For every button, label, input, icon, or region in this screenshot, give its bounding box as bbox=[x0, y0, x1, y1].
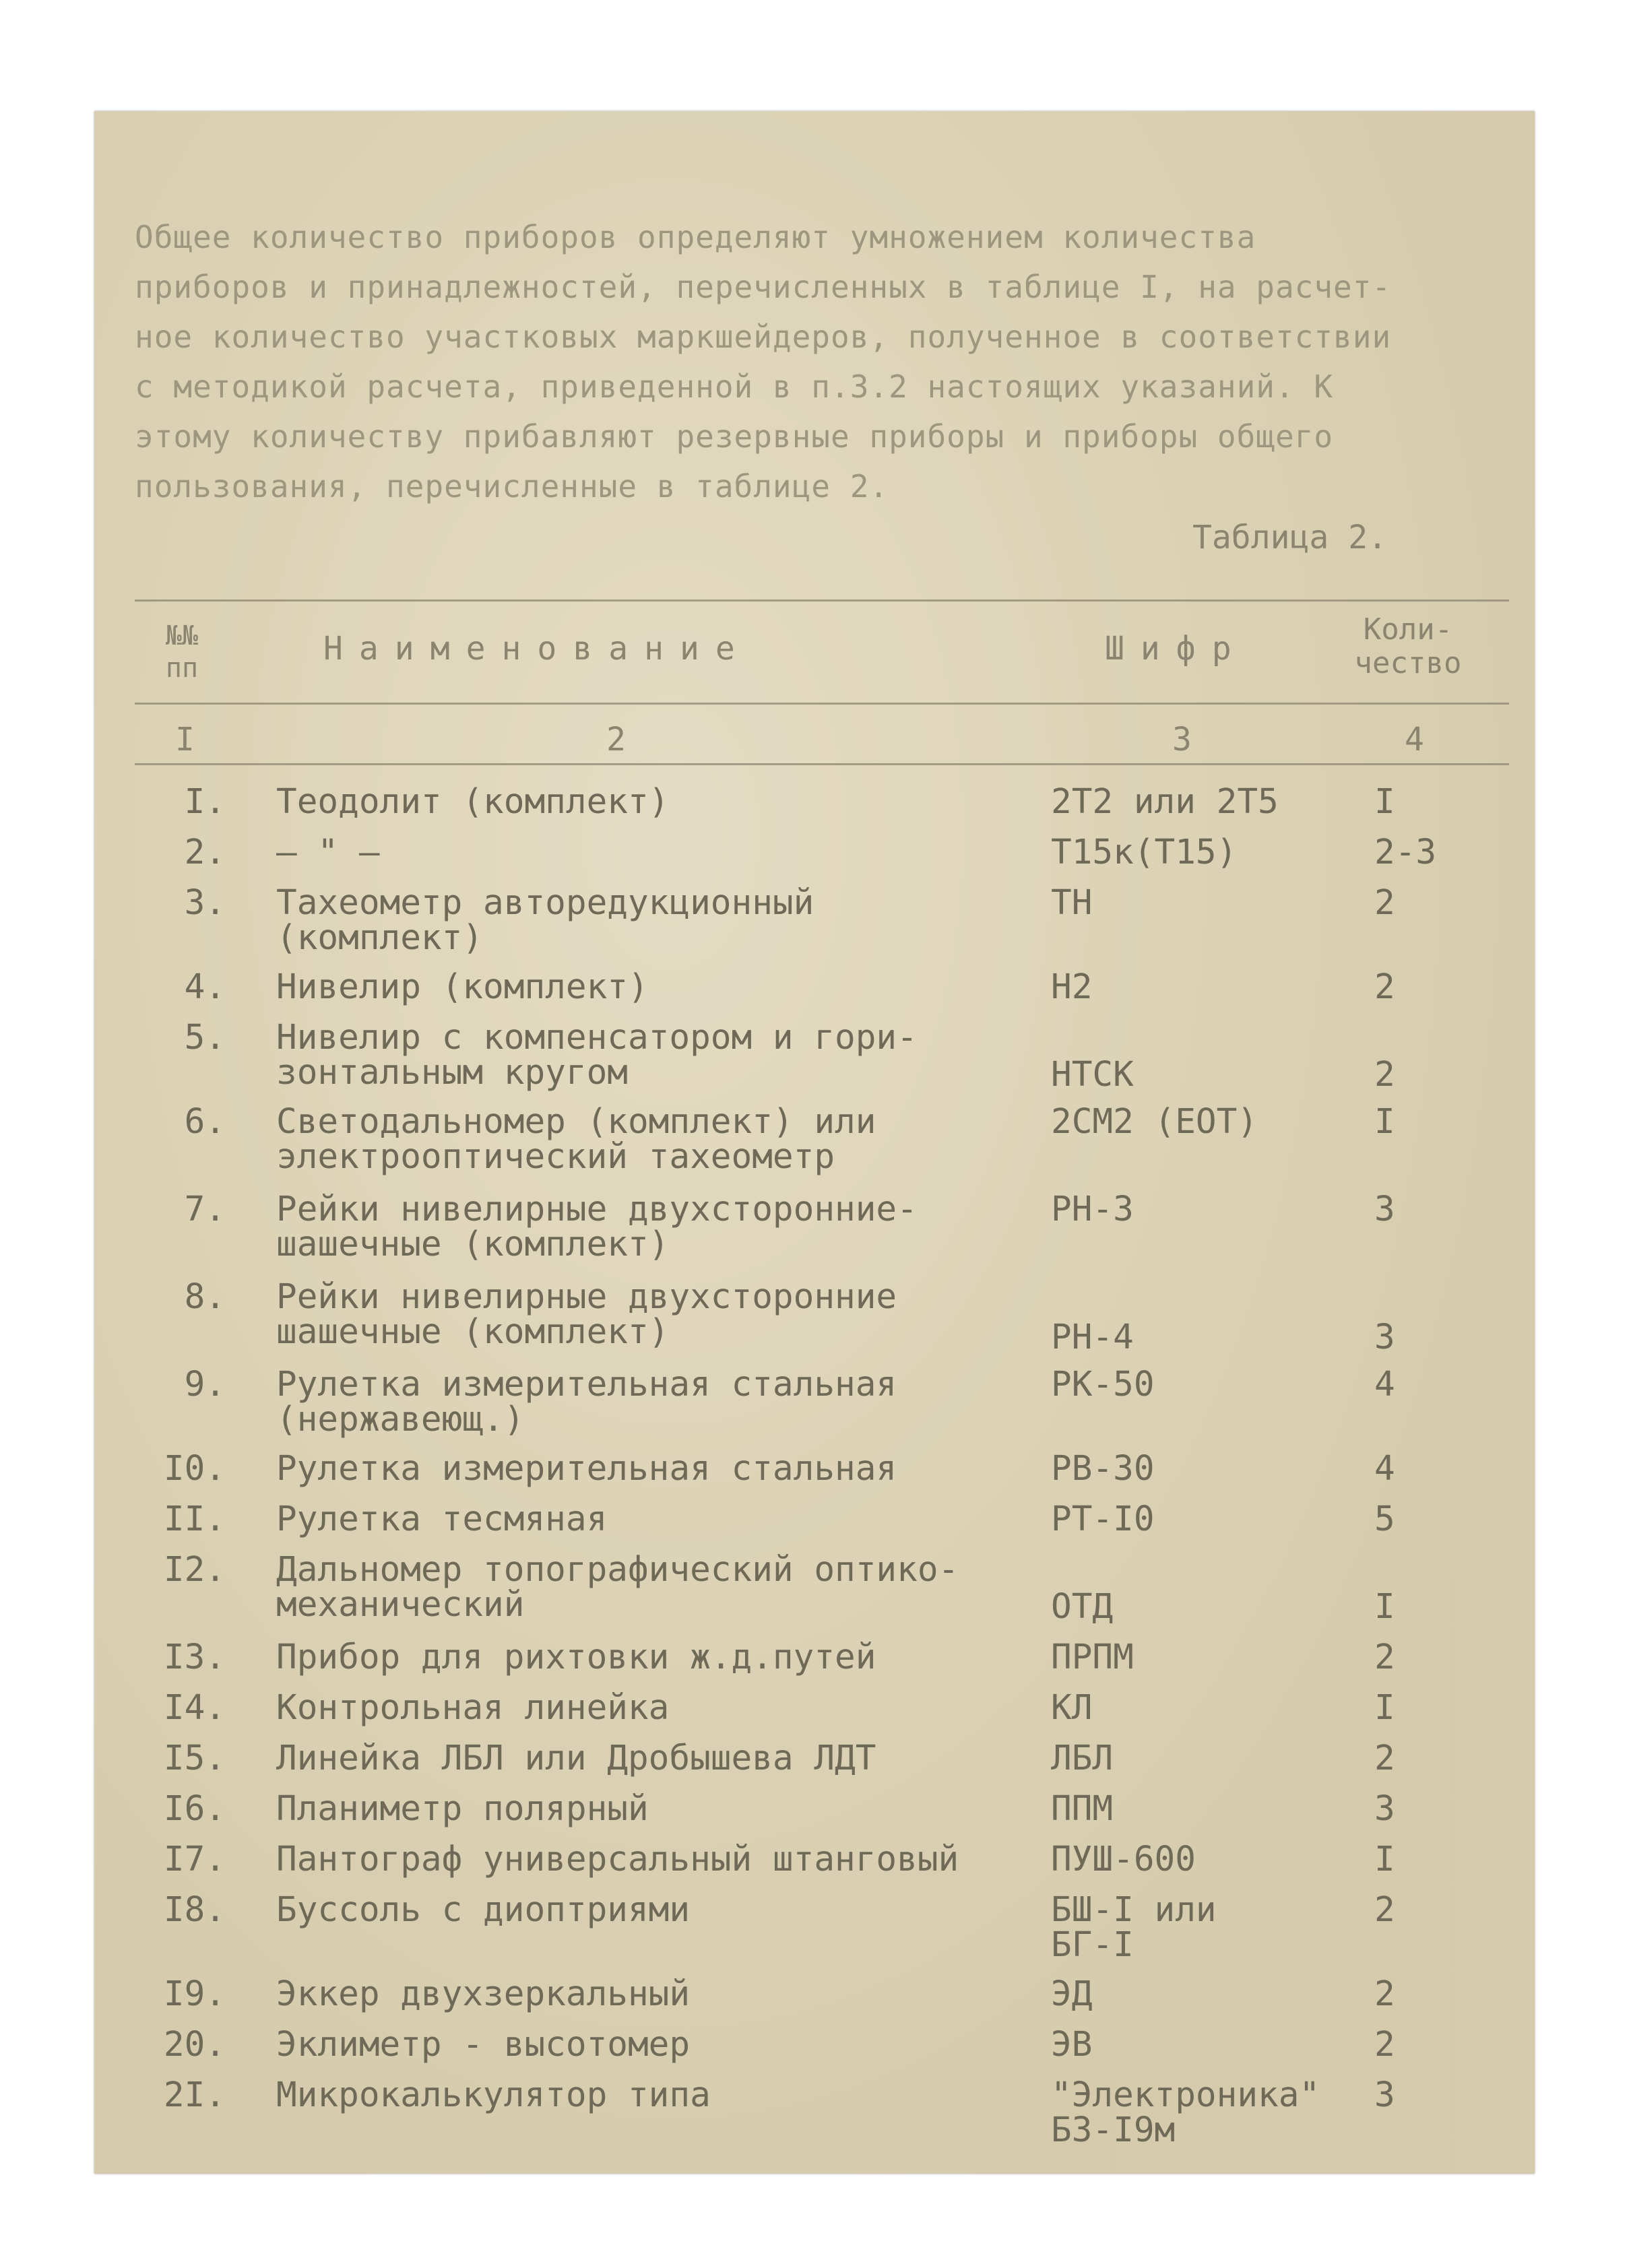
row-code bbox=[1051, 2075, 1334, 2150]
paragraph-line: Общее количество приборов определяют умножением количества bbox=[135, 219, 1256, 255]
name-line: Теодолит (комплект) bbox=[276, 782, 670, 822]
row-quantity: 2 bbox=[1374, 967, 1395, 1007]
paragraph-line: с методикой расчета, приведенной в п.3.2 настоящих указаний. К bbox=[135, 368, 1334, 405]
code-line: ЭВ bbox=[1051, 2025, 1093, 2065]
row-number: 3. bbox=[184, 883, 226, 923]
name-line: Пантограф универсальный штанговый bbox=[276, 1840, 959, 1879]
code-line: БШ-I или bbox=[1051, 1890, 1217, 1930]
name-line: Рулетка измерительная стальная bbox=[276, 1365, 897, 1404]
name-line: Буссоль с диоптриями bbox=[276, 1890, 691, 1930]
row-code bbox=[1051, 1789, 1334, 1829]
row-number: 9. bbox=[184, 1365, 226, 1404]
paragraph-line: этому количеству прибавляют резервные приборы и приборы общего bbox=[135, 418, 1334, 455]
row-quantity: I bbox=[1374, 1587, 1395, 1627]
row-quantity: I bbox=[1374, 782, 1395, 822]
name-line: Нивелир с компенсатором и гори- bbox=[276, 1018, 918, 1058]
row-name bbox=[276, 1789, 1112, 1829]
code-line: "Электроника" bbox=[1051, 2075, 1320, 2115]
row-name bbox=[276, 1688, 1112, 1728]
row-name bbox=[276, 2075, 1112, 2115]
code-line: РК-50 bbox=[1051, 1365, 1155, 1404]
row-code bbox=[1051, 1842, 1334, 1877]
table-caption: Таблица 2. bbox=[1192, 519, 1387, 556]
row-name bbox=[276, 1192, 1112, 1262]
row-code bbox=[1051, 1449, 1334, 1489]
code-line: ОТД bbox=[1051, 1587, 1114, 1627]
code-line: Т15к(Т15) bbox=[1051, 833, 1238, 872]
row-code bbox=[1051, 1974, 1334, 2014]
name-line: Контрольная линейка bbox=[276, 1688, 670, 1728]
row-quantity: 2 bbox=[1374, 2025, 1395, 2065]
row-number: I4. bbox=[163, 1688, 226, 1728]
row-quantity: 2 bbox=[1374, 1055, 1395, 1095]
row-number: 7. bbox=[184, 1190, 226, 1229]
code-line: ППМ bbox=[1051, 1789, 1114, 1829]
paragraph-line: приборов и принадлежностей, перечисленных в таблице I, на расчет- bbox=[135, 269, 1392, 305]
name-line: Светодальномер (комплект) или bbox=[276, 1102, 876, 1142]
row-code bbox=[1051, 1587, 1334, 1627]
row-quantity: 4 bbox=[1374, 1449, 1395, 1489]
row-number: I5. bbox=[163, 1739, 226, 1778]
column-number: 4 bbox=[1405, 721, 1424, 758]
row-code bbox=[1051, 782, 1334, 822]
code-line: РТ-I0 bbox=[1051, 1499, 1155, 1539]
row-code bbox=[1051, 1367, 1334, 1402]
row-quantity: 4 bbox=[1374, 1365, 1395, 1404]
column-number: 3 bbox=[1172, 721, 1192, 758]
name-line: (комплект) bbox=[276, 918, 484, 958]
name-line: Дальномер топографический оптико- bbox=[276, 1550, 959, 1590]
row-quantity: I bbox=[1374, 1840, 1395, 1879]
row-number: I2. bbox=[163, 1550, 226, 1590]
row-number: 20. bbox=[163, 2025, 226, 2065]
name-line: Тахеометр авторедукционный bbox=[276, 883, 814, 923]
row-code bbox=[1051, 967, 1334, 1007]
row-number: I9. bbox=[163, 1974, 226, 2014]
name-line: – " – bbox=[276, 833, 380, 872]
code-line: РВ-30 bbox=[1051, 1449, 1155, 1489]
code-line: ПУШ-600 bbox=[1051, 1840, 1196, 1879]
row-number: I3. bbox=[163, 1638, 226, 1677]
row-name bbox=[276, 1890, 1112, 1930]
name-line: Микрокалькулятор типа bbox=[276, 2075, 711, 2115]
name-line: Рейки нивелирные двухсторонние bbox=[276, 1277, 897, 1317]
row-quantity: 2 bbox=[1374, 1974, 1395, 2014]
header-number: №№ пп bbox=[165, 620, 199, 684]
row-code bbox=[1051, 1640, 1334, 1675]
row-name bbox=[276, 835, 1112, 870]
row-name bbox=[276, 1550, 1112, 1625]
document-page bbox=[94, 111, 1535, 2174]
row-code bbox=[1051, 1499, 1334, 1539]
row-name bbox=[276, 1102, 1112, 1177]
name-line: Рулетка тесмяная bbox=[276, 1499, 608, 1539]
row-name bbox=[276, 1974, 1112, 2014]
row-name bbox=[276, 1449, 1112, 1489]
code-line: КЛ bbox=[1051, 1688, 1093, 1728]
row-number: II. bbox=[163, 1499, 226, 1539]
row-number: 6. bbox=[184, 1102, 226, 1142]
row-number: I0. bbox=[163, 1449, 226, 1489]
header-name: Наименование bbox=[323, 630, 751, 668]
column-number: I bbox=[175, 721, 195, 758]
code-line: 2СМ2 (ЕОТ) bbox=[1051, 1102, 1258, 1142]
paragraph-line: ное количество участковых маркшейдеров, полученное в соответствии bbox=[135, 319, 1392, 355]
paragraph-line: пользования, перечисленные в таблице 2. bbox=[135, 468, 889, 505]
row-name bbox=[276, 1741, 1112, 1776]
row-code bbox=[1051, 883, 1334, 923]
code-line: ТН bbox=[1051, 883, 1093, 923]
row-quantity: 3 bbox=[1374, 1318, 1395, 1357]
row-quantity: I bbox=[1374, 1102, 1395, 1142]
code-line: ЛБЛ bbox=[1051, 1739, 1114, 1778]
code-line: ЭД bbox=[1051, 1974, 1093, 2014]
code-line: РН-3 bbox=[1051, 1190, 1134, 1229]
name-line: шашечные (комплект) bbox=[276, 1312, 670, 1352]
row-quantity: 5 bbox=[1374, 1499, 1395, 1539]
code-line: Н2 bbox=[1051, 967, 1093, 1007]
row-number: 2. bbox=[184, 833, 226, 872]
row-name bbox=[276, 1842, 1112, 1877]
row-code bbox=[1051, 1102, 1334, 1142]
row-code bbox=[1051, 1741, 1334, 1776]
row-code bbox=[1051, 1688, 1334, 1728]
row-number: I. bbox=[184, 782, 226, 822]
row-name bbox=[276, 967, 1112, 1007]
column-number: 2 bbox=[606, 721, 626, 758]
row-name bbox=[276, 1367, 1112, 1437]
name-line: Нивелир (комплект) bbox=[276, 967, 649, 1007]
code-line: Б3-I9м bbox=[1051, 2110, 1176, 2150]
header-quantity: Коли- чество bbox=[1354, 612, 1462, 680]
row-quantity: 2 bbox=[1374, 1638, 1395, 1677]
name-line: Рейки нивелирные двухсторонние- bbox=[276, 1190, 918, 1229]
row-name bbox=[276, 1020, 1112, 1091]
name-line: Рулетка измерительная стальная bbox=[276, 1449, 897, 1489]
name-line: Линейка ЛБЛ или Дробышева ЛДТ bbox=[276, 1739, 876, 1778]
row-quantity: 3 bbox=[1374, 2075, 1395, 2115]
name-line: Планиметр полярный bbox=[276, 1789, 649, 1829]
row-number: I7. bbox=[163, 1840, 226, 1879]
row-quantity: 2 bbox=[1374, 1890, 1395, 1930]
row-code bbox=[1051, 1192, 1334, 1227]
row-code bbox=[1051, 2025, 1334, 2065]
name-line: Эклиметр - высотомер bbox=[276, 2025, 691, 2065]
row-number: 2I. bbox=[163, 2075, 226, 2115]
row-name bbox=[276, 782, 1112, 822]
row-code bbox=[1051, 1055, 1334, 1095]
row-code bbox=[1051, 1890, 1334, 1965]
row-quantity: I bbox=[1374, 1688, 1395, 1728]
row-name bbox=[276, 883, 1112, 958]
name-line: шашечные (комплект) bbox=[276, 1225, 670, 1264]
name-line: электрооптический тахеометр bbox=[276, 1137, 835, 1177]
code-line: ПРПМ bbox=[1051, 1638, 1134, 1677]
row-quantity: 2 bbox=[1374, 1739, 1395, 1778]
row-name bbox=[276, 1499, 1112, 1539]
name-line: Эккер двухзеркальный bbox=[276, 1974, 691, 2014]
name-line: Прибор для рихтовки ж.д.путей bbox=[276, 1638, 876, 1677]
name-line: зонтальным кругом bbox=[276, 1053, 628, 1093]
row-quantity: 3 bbox=[1374, 1789, 1395, 1829]
row-quantity: 3 bbox=[1374, 1190, 1395, 1229]
row-number: 4. bbox=[184, 967, 226, 1007]
code-line: 2Т2 или 2Т5 bbox=[1051, 782, 1279, 822]
row-number: 5. bbox=[184, 1018, 226, 1058]
code-line: РН-4 bbox=[1051, 1318, 1134, 1357]
row-name bbox=[276, 2025, 1112, 2065]
header-code: Шифр bbox=[1105, 630, 1248, 668]
row-name bbox=[276, 1640, 1112, 1675]
row-quantity: 2 bbox=[1374, 883, 1395, 923]
code-line: БГ-I bbox=[1051, 1925, 1134, 1965]
name-line: (нержавеющ.) bbox=[276, 1400, 525, 1439]
code-line: НТСК bbox=[1051, 1055, 1134, 1095]
row-code bbox=[1051, 1320, 1334, 1355]
name-line: механический bbox=[276, 1585, 525, 1625]
row-number: I8. bbox=[163, 1890, 226, 1930]
row-number: I6. bbox=[163, 1789, 226, 1829]
row-number: 8. bbox=[184, 1277, 226, 1317]
row-quantity: 2-3 bbox=[1374, 833, 1437, 872]
table-body bbox=[94, 111, 1535, 2174]
row-code bbox=[1051, 835, 1334, 870]
row-name bbox=[276, 1277, 1112, 1352]
